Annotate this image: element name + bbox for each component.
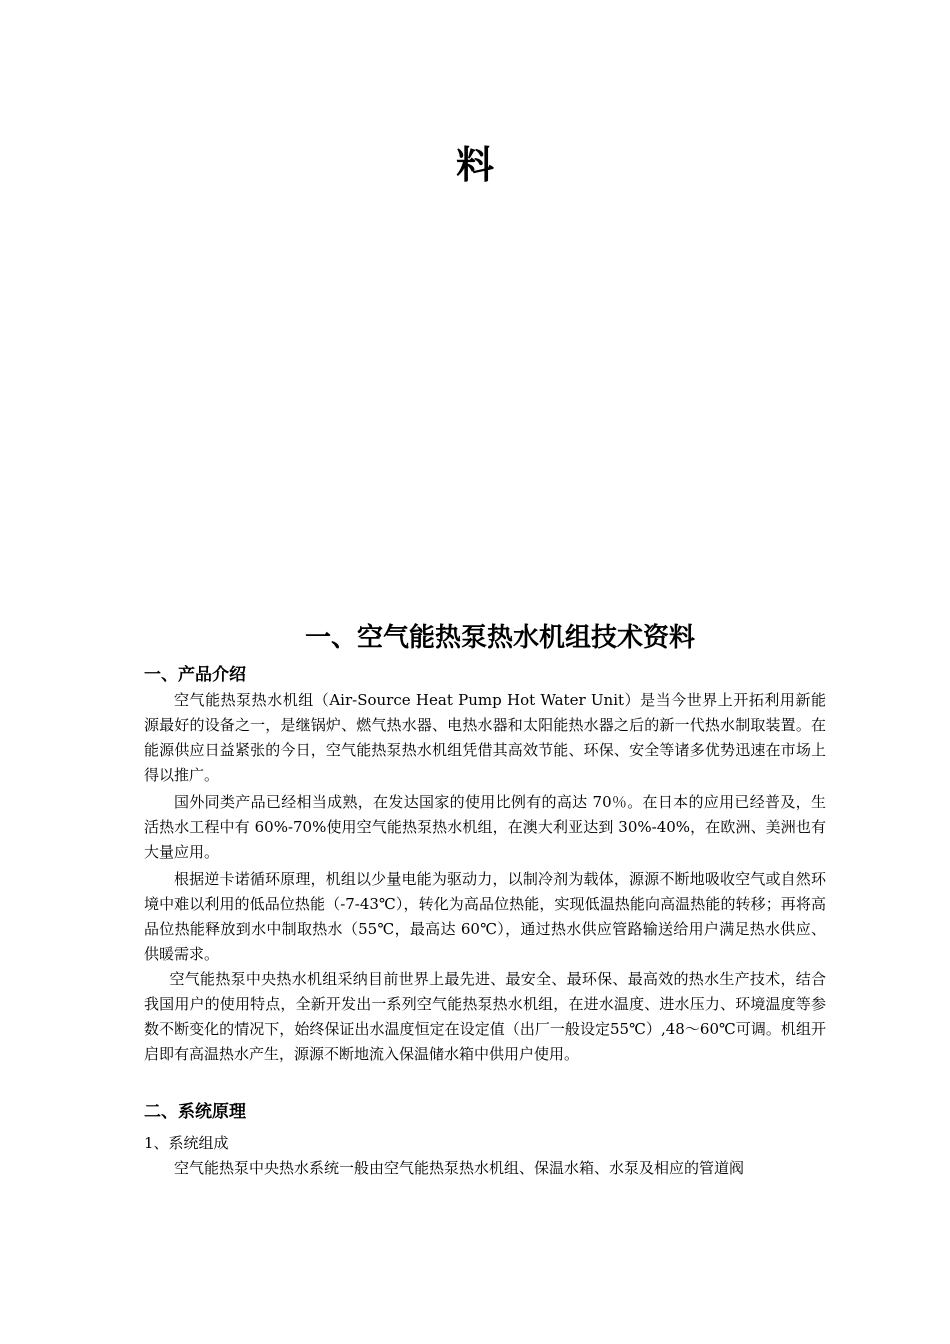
paragraph: 根据逆卡诺循环原理，机组以少量电能为驱动力，以制冷剂为载体，源源不断地吸收空气或自然环境中难以利用的低品位热能（-7-43℃），转化为高品位热能，实现低温热能向高温热能的转移；再将高品位热能释放到水中制取热水（55℃，最高达 60℃），通过热水供应管路输送给用户满足热水供应、供暖需求。 — [144, 870, 826, 963]
document-body — [144, 662, 826, 1181]
page-top-heading: 料 — [455, 143, 494, 187]
section-spacer — [144, 1067, 826, 1099]
subsection-heading: 1、系统组成 — [144, 1134, 229, 1152]
paragraph: 国外同类产品已经相当成熟，在发达国家的使用比例有的高达 70％。在日本的应用已经普及，生活热水工程中有 60%-70%使用空气能热泵热水机组，在澳大利亚达到 30%-40%，在欧洲、美洲也有大量应用。 — [144, 793, 826, 861]
document-title: 一、空气能热泵热水机组技术资料 — [304, 623, 695, 653]
paragraph: 空气能热泵中央热水系统一般由空气能热泵热水机组、保温水箱、水泵及相应的管道阀 — [174, 1159, 745, 1177]
paragraph: 空气能热泵热水机组（Air-Source Heat Pump Hot Water Unit）是当今世界上开拓利用新能源最好的设备之一，是继锅炉、燃气热水器、电热水器和太阳能热水器之后的新一代热水制取装置。在能源供应日益紧张的今日，空气能热泵热水机组凭借其高效节能、环保、安全等诸多优势迅速在市场上得以推广。 — [144, 691, 826, 784]
section-heading-product-intro: 一、产品介绍 — [144, 665, 246, 685]
section-heading-system-principle: 二、系统原理 — [144, 1102, 246, 1122]
paragraph: 空气能热泵中央热水机组采纳目前世界上最先进、最安全、最环保、最高效的热水生产技术，结合我国用户的使用特点，全新开发出一系列空气能热泵热水机组，在进水温度、进水压力、环境温度等参数不断变化的情况下，始终保证出水温度恒定在设定值（出厂一般设定55℃）,48～60℃可调。机组开启即有高温热水产生，源源不断地流入保温储水箱中供用户使用。 — [144, 970, 826, 1063]
